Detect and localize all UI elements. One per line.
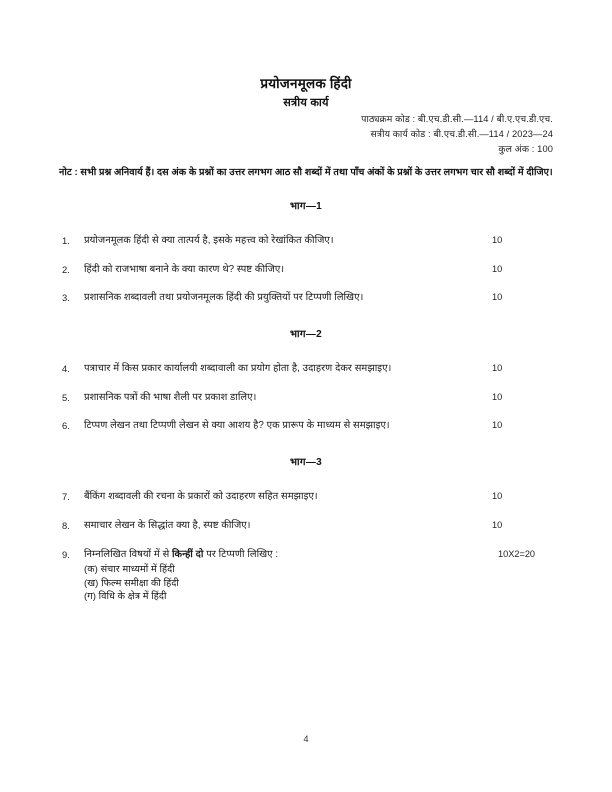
course-code: पाठ्यक्रम कोड : बी.एच.डी.सी.—114 / बी.ए.एच.डी.एच. (361, 114, 553, 124)
question-marks: 10 (492, 420, 503, 431)
question-text: समाचार लेखन के सिद्धांत क्या है, स्पष्ट कीजिए। (84, 519, 251, 531)
questions-content (0, 198, 612, 604)
question-text-emphasis: किन्हीं दो (172, 548, 204, 560)
question-marks: 10 (492, 292, 503, 303)
question-number: 8. (62, 519, 70, 531)
note-text: नोट : सभी प्रश्न अनिवार्य हैं। दस अंक के प्रश्नों का उत्तर लगभग आठ सौ शब्दों में तथा पाँच अंकों के प्रश्नों के उत्तर लगभग चार सौ शब्दों में दीजिए। (59, 167, 553, 178)
question-row (0, 362, 612, 377)
sub-item: (क) संचार माध्यमों में हिंदी (84, 564, 175, 576)
question-text-segment: पर टिप्पणी लिखिए : (203, 548, 279, 560)
question-number: 7. (62, 491, 70, 503)
question-marks: 10 (492, 391, 503, 402)
question-number: 2. (62, 263, 70, 275)
question-row (0, 263, 612, 278)
question-number: 4. (62, 363, 70, 375)
question-row (0, 419, 612, 434)
question-9-sub-items (0, 563, 612, 604)
question-text: टिप्पण लेखन तथा टिप्पणी लेखन से क्या आशय है? एक प्रारूप के माध्यम से समझाइए। (84, 420, 390, 432)
question-text: हिंदी को राजभाषा बनाने के क्या कारण थे? स्पष्ट कीजिए। (84, 263, 285, 275)
page-subtitle: सत्रीय कार्य (283, 96, 329, 109)
question-number: 3. (62, 292, 70, 304)
question-marks: 10 (492, 363, 503, 374)
question-number: 9. (62, 548, 70, 560)
note-block (59, 165, 555, 182)
part-3-question-list (0, 490, 612, 604)
question-number: 5. (62, 391, 70, 403)
question-text: प्रशासनिक शब्दावली तथा प्रयोजनमूलक हिंदी की प्रयुक्तियों पर टिप्पणी लिखिए। (84, 292, 364, 304)
sub-item: (ख) फिल्म समीक्षा की हिंदी (84, 577, 179, 589)
question-marks: 10X2=20 (498, 548, 536, 559)
question-text: प्रशासनिक पत्रों की भाषा शैली पर प्रकाश डालिए। (84, 391, 257, 403)
question-row (0, 234, 612, 249)
part-heading-3: भाग—3 (289, 457, 322, 469)
total-marks: कुल अंक : 100 (498, 144, 553, 155)
question-text: प्रयोजनमूलक हिंदी से क्या तात्पर्य है, इसके महत्त्व को रेखांकित कीजिए। (84, 235, 334, 246)
page-footer (0, 734, 612, 744)
question-row (0, 519, 612, 534)
question-number: 1. (62, 235, 70, 246)
question-number: 6. (62, 420, 70, 432)
title-block (0, 74, 612, 111)
course-meta-block (361, 112, 553, 157)
page-title: प्रयोजनमूलक हिंदी (260, 76, 352, 91)
question-row (0, 548, 612, 563)
assignment-code: सत्रीय कार्य कोड : बी.एच.डी.सी.—114 / 2023—24 (370, 129, 553, 140)
question-marks: 10 (492, 519, 503, 530)
question-row (0, 291, 612, 306)
sub-item: (ग) विधि के क्षेत्र में हिंदी (84, 591, 167, 603)
page-number: 4 (303, 734, 309, 744)
question-marks: 10 (492, 263, 503, 274)
question-row (0, 490, 612, 505)
part-heading-1: भाग—1 (289, 201, 322, 212)
question-text: पत्राचार में किस प्रकार कार्यालयी शब्दावाली का प्रयोग होता है, उदाहरण देकर समझाइए। (84, 363, 392, 375)
question-text-composite (84, 548, 554, 563)
part-1-question-list (0, 234, 612, 306)
question-text: बैंकिंग शब्दावली की रचना के प्रकारों को उदाहरण सहित समझाइए। (84, 491, 318, 503)
question-marks: 10 (492, 491, 503, 502)
question-marks: 10 (492, 235, 503, 245)
question-text-segment: निम्नलिखित विषयों में से (84, 548, 173, 560)
question-row (0, 391, 612, 406)
part-2-question-list (0, 362, 612, 434)
part-heading-2: भाग—2 (289, 329, 322, 341)
